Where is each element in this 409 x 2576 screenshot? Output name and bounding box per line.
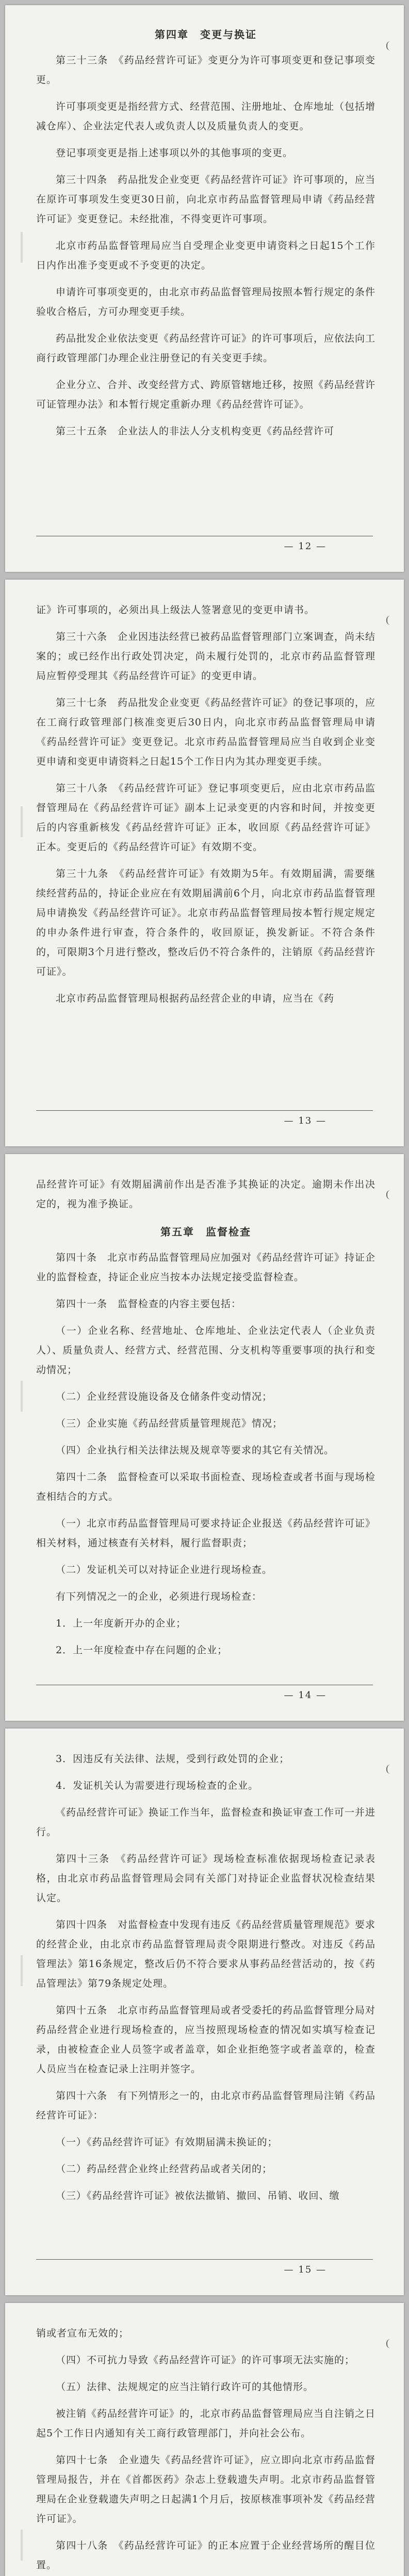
binding-mark (21, 1381, 23, 1412)
document-page (5, 2303, 404, 2576)
paragraph: 企业分立、合并、改变经营方式、跨原管辖地迁移，按照《药品经营许可证管理办法》和本暂行规定重新办理《药品经营许可证》。 (36, 379, 376, 410)
footer-rule (36, 1110, 373, 1111)
paragraph: 销或者宣布无效的； (36, 2328, 129, 2339)
document-page (5, 1154, 404, 1721)
binding-mark (21, 232, 23, 263)
document-page (5, 580, 404, 1146)
paragraph: 第四十四条 对监督检查中发现有违反《药品经营质量管理规范》要求的经营企业，由北京市药品监督管理局责令限期进行整改。对违反《药品管理法》第16条规定，整改后仍不符合要求从事药品经营活动的，按《药品管理法》第79条规定处理。 (36, 1919, 376, 1989)
paragraph: 证》许可事项的，必须出具上级法人签署意见的变更申请书。 (36, 604, 315, 616)
paragraph: （一）北京市药品监督管理局可要求持证企业报送《药品经营许可证》相关材料，通过核查有关材料，履行监督职责； (36, 1518, 376, 1549)
binding-mark (21, 806, 23, 837)
paragraph: （四）不可抗力导致《药品经营许可证》的许可事项无法实施的； (56, 2354, 355, 2366)
chapter-heading: 第五章 监督检查 (160, 1226, 251, 1238)
paragraph: 第四十七条 企业遗失《药品经营许可证》，应立即向北京市药品监督管理局报告，并在《首都医药》杂志上登载遗失声明。北京市药品监督管理局在企业登载遗失声明之日起满1个月后，按原核准事项补发《药品经营许可证》。 (36, 2454, 375, 2524)
paragraph: 登记事项变更是指上述事项以外的其他事项的变更。 (56, 147, 293, 159)
paragraph: 4．发证机关认为需要进行现场检查的企业。 (56, 1780, 259, 1791)
paragraph: 2．上一年度检查中存在问题的企业； (56, 1645, 228, 1656)
page-number: — 13 — (284, 1115, 326, 1126)
page-corner-mark (386, 41, 395, 50)
paragraph: （一）《药品经营许可证》有效期届满未换证的； (56, 2137, 278, 2148)
page-corner-mark (386, 616, 395, 625)
page-body (36, 600, 375, 1015)
page-corner-mark (386, 1190, 395, 1199)
paragraph: 品经营许可证》有效期届满前作出是否准予其换证的决定。逾期未作出决定的，视为准予换证。 (36, 1179, 375, 1210)
footer-rule (36, 2259, 373, 2260)
page-body (36, 2324, 375, 2576)
paragraph: （三）企业实施《药品经营质量管理规范》情况； (56, 1418, 283, 1429)
paragraph: 第三十三条 《药品经营许可证》变更分为许可事项变更和登记事项变更。 (36, 55, 375, 86)
paragraph: 有下列情况之一的企业，必须进行现场检查： (56, 1591, 263, 1602)
paragraph: （二）药品经营企业终止经营药品或者关闭的； (56, 2163, 273, 2175)
paragraph: （三）《药品经营许可证》被依法撤销、撤回、吊销、收回、缴 (56, 2190, 340, 2201)
paragraph: 第四十一条 监督检查的内容主要包括： (56, 1298, 242, 1310)
paragraph: （五）法律、法规规定的应当注销行政许可的其他情形。 (56, 2381, 314, 2393)
paragraph: 被注销《药品经营许可证》的，北京市药品监督管理局应当自注销之日起5个工作日内通知有关工商行政管理部门，并向社会公布。 (36, 2408, 376, 2439)
document-page (5, 1728, 404, 2295)
paragraph: 第三十六条 企业因违法经营已被药品监督管理部门立案调查，尚未结案的；或已经作出行政处罚决定，尚未履行处罚的，北京市药品监督管理局应暂停受理其《药品经营许可证》的变更申请。 (36, 631, 376, 682)
paragraph: 申请许可事项变更的，由北京市药品监督管理局按照本暂行规定的条件验收合格后，方可办理变更手续。 (36, 286, 376, 317)
binding-mark (21, 2530, 23, 2561)
page-corner-mark (386, 2339, 395, 2348)
page-number: — 14 — (284, 1690, 326, 1701)
page-corner-mark (386, 1765, 395, 1774)
paragraph: （二）发证机关可以对持证企业进行现场检查。 (56, 1564, 273, 1575)
paragraph: 药品批发企业依法变更《药品经营许可证》的许可事项后，应依法向工商行政管理部门办理企业注册登记的有关变更手续。 (36, 333, 376, 364)
page-number: — 12 — (284, 541, 326, 552)
paragraph: 第四十二条 监督检查可以采取书面检查、现场检查或者书面与现场检查相结合的方式。 (36, 1471, 376, 1502)
paragraph: 第三十八条 《药品经营许可证》登记事项变更后，应由北京市药品监督管理局在《药品经营许可证》副本上记录变更的内容和时间，并按变更后的内容重新核发《药品经营许可证》正本，收回原《药品经营许可证》正本。变更后的《药品经营许可证》有效期不变。 (36, 783, 375, 853)
paragraph: 第三十四条 药品批发企业变更《药品经营许可证》许可事项的，应当在原许可事项发生变更30日前，向北京市药品监督管理局申请《药品经营许可证》变更登记。未经批准，不得变更许可事项。 (36, 174, 376, 225)
paragraph: 第四十六条 有下列情形之一的，由北京市药品监督管理局注销《药品经营许可证》： (36, 2090, 376, 2121)
paragraph: 1．上一年度新开办的企业； (56, 1618, 187, 1629)
binding-mark (21, 1955, 23, 1986)
paragraph: 3．因违反有关法律、法规，受到行政处罚的企业； (56, 1753, 290, 1765)
page-body (36, 1175, 375, 1667)
paragraph: （二）企业经营设施设备及仓储条件变动情况； (56, 1391, 273, 1402)
paragraph: 第四十八条 《药品经营许可证》的正本应置于企业经营场所的醒目位置。 (36, 2540, 375, 2571)
paragraph: （一）企业名称、经营地址、仓库地址、企业法定代表人（企业负责人）、质量负责人、经营方式、经营范围、分支机构等重要事项的执行和变动情况； (36, 1325, 375, 1376)
page-body (36, 21, 375, 448)
page-number: — 15 — (284, 2264, 326, 2275)
paragraph: 北京市药品监督管理局根据药品经营企业的申请，应当在《药 (56, 993, 335, 1004)
paragraph: 第四十条 北京市药品监督管理局应加强对《药品经营许可证》持证企业的监督检查，持证企业应当按本办法规定接受监督检查。 (36, 1252, 376, 1283)
paragraph: 许可事项变更是指经营方式、经营范围、注册地址、仓库地址（包括增减仓库）、企业法定代表人或负责人以及质量负责人的变更。 (36, 101, 376, 132)
paragraph: 第四十三条 《药品经营许可证》现场检查标准依据现场检查记录表格，由北京市药品监督管理局会同有关部门对持证企业监督状况检查结果认定。 (36, 1853, 375, 1904)
paragraph: 第三十五条 企业法人的非法人分支机构变更《药品经营许可 (56, 426, 335, 437)
paragraph: 北京市药品监督管理局应当自受理企业变更申请资料之日起15个工作日内作出准予变更或不予变更的决定。 (36, 240, 375, 271)
paragraph: 《药品经营许可证》换证工作当年，监督检查和换证审查工作可一并进行。 (36, 1807, 376, 1838)
page-body (36, 1749, 375, 2213)
paragraph: （四）企业执行相关法律法规及规章等要求的其它有关情况。 (56, 1445, 335, 1456)
paragraph: 第三十九条 《药品经营许可证》有效期为5年。有效期届满，需要继续经营药品的，持证企业应在有效期届满前6个月，向北京市药品监督管理局申请换发《药品经营许可证》。北京市药品监督管理局按本暂行规定规定的申办条件进行审查，符合条件的，收回原证，换发新证。不符合条件的，可限期3个月进行整改，整改后仍不符合条件的，注销原《药品经营许可证》。 (36, 868, 375, 977)
paragraph: 第三十七条 药品批发企业变更《药品经营许可证》的登记事项的，应在工商行政管理部门核准变更后30日内，向北京市药品监督管理局申请《药品经营许可证》变更登记。北京市药品监督管理局应当自收到企业变更申请和变更申请资料之日起15个工作日内为其办理变更手续。 (36, 697, 376, 767)
document-page (5, 5, 404, 572)
chapter-heading: 第四章 变更与换证 (155, 28, 257, 41)
paragraph: 第四十五条 北京市药品监督管理局或者受委托的药品监督管理分局对药品经营企业进行现场检查的，应当按照现场检查的情况如实填写检查记录，由被检查企业人员签字或者盖章，如企业拒绝签字或者盖章的，检查人员应当在检查记录上注明并签字。 (36, 2005, 376, 2075)
